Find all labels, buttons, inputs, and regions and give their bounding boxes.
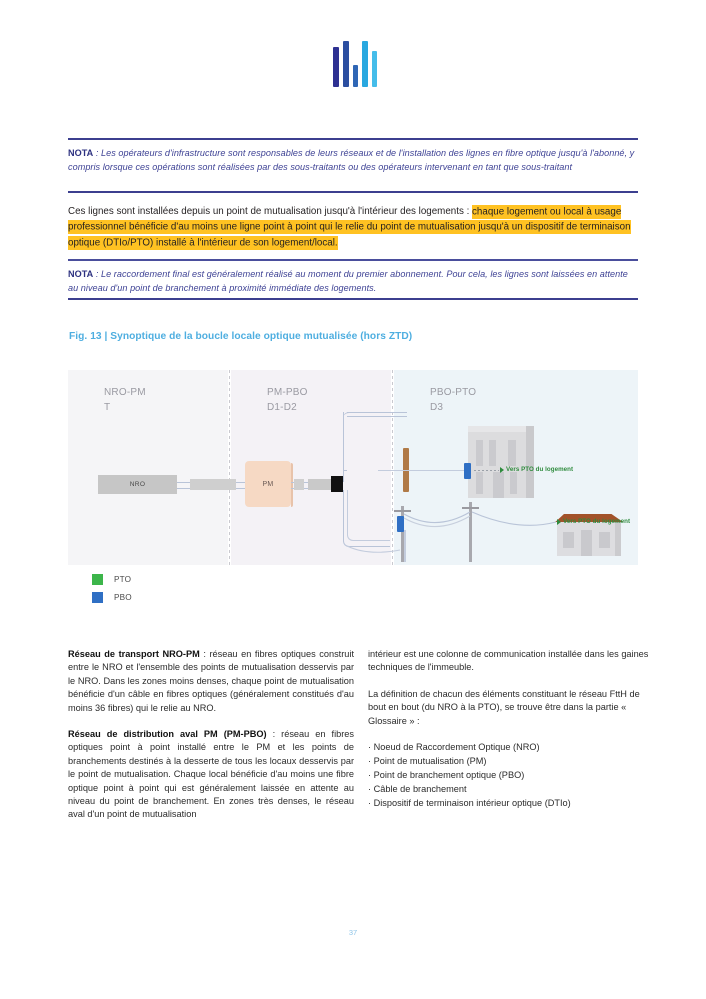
detached-house: [551, 508, 623, 556]
legend-label-pbo: PBO: [114, 593, 132, 602]
legend-label-pto: PTO: [114, 575, 132, 584]
logo-bar-3: [353, 65, 358, 87]
paragraph-glossaire-intro: La définition de chacun des éléments constituant le réseau FttH de bout en bout (du NRO à la PTO), se trouve être dans la partie « Glossaire » :: [368, 688, 640, 726]
divider-top: [68, 138, 638, 140]
nota-text-2: : Le raccordement final est généralement réalisé au moment du premier abonnement. Pour cela, les lignes sont laissées en attente au niveau d'un point de branchement à proximité immédiate des logements.: [68, 269, 628, 294]
nota-block-2: [68, 267, 638, 296]
legend-item-pbo: [92, 592, 132, 603]
definition-distribution-pm-pbo: : réseau en fibres optiques point à point installé entre le PM et les points de branchements destinés à la desserte de tous les locaux desservis par le point de mutualisation. Chaque local bénéficie d'au moins une fibre optique point à point qui est généralement laissée en attente au niveau du point de branchement. En zones très denses, le réseau aval d'un point de mutualisation: [68, 729, 354, 820]
page-number: 37: [348, 928, 358, 937]
bullet-nro: · Noeud de Raccordement Optique (NRO): [368, 742, 540, 753]
paragraph-colonne-communication: intérieur est une colonne de communication installée dans les gaines techniques de l'immeuble.: [368, 649, 649, 673]
house-door: [581, 530, 592, 556]
legend-swatch-pto: [92, 574, 103, 585]
bullet-pbo: · Point de branchement optique (PBO): [368, 769, 525, 780]
zone-pbo-pto-line2: D3: [430, 401, 444, 413]
divider-after-nota2: [68, 298, 638, 300]
figure-legend: [92, 574, 132, 610]
figure-diagram: [68, 370, 638, 565]
nota-label-1: NOTA: [68, 148, 94, 158]
nro-box: NRO: [98, 475, 177, 494]
logo-bar-2: [343, 41, 349, 87]
term-transport-nro-pm: Réseau de transport NRO-PM: [68, 649, 200, 659]
pm-box: PM: [245, 461, 291, 507]
figure-caption: Fig. 13 | Synoptique de la boucle locale optique mutualisée (hors ZTD): [69, 331, 413, 342]
logo-bar-4: [362, 41, 368, 87]
bullet-cable: · Câble de branchement: [368, 783, 467, 794]
body-column-left: [68, 648, 354, 835]
paragraph-plain-text: Ces lignes sont installées depuis un point de mutualisation jusqu'à l'intérieur des logements :: [68, 206, 473, 217]
paragraph-highlighted-text: chaque logement ou local à usage professionnel bénéficie d'au moins une ligne point à point qui le relie du point de mutualisation jusqu'à un dispositif de terminaison optique (DTIo/PTO) installé à l'intérieur de son logement/local.: [68, 206, 631, 249]
zone-nro-pm-line1: NRO-PM: [104, 387, 146, 398]
legend-item-pto: [92, 574, 132, 585]
glossary-bullet-list: [368, 741, 654, 810]
divider-before-nota2: [68, 259, 638, 261]
pto-arrow-house: [557, 519, 561, 525]
highlighted-paragraph: [68, 204, 640, 251]
aerial-cable-span-2: [472, 512, 556, 525]
nota-label-2: NOTA: [68, 269, 94, 279]
legend-swatch-pbo: [92, 592, 103, 603]
nota-block-1: [68, 146, 638, 175]
divider-after-nota1: [68, 191, 638, 193]
logo-bar-5: [372, 51, 377, 87]
paragraph-transport-nro-pm: [68, 648, 354, 715]
paragraph-distribution-pm-pbo: [68, 728, 354, 822]
nota-text-1: : Les opérateurs d'infrastructure sont responsables de leurs réseaux et de l'installation des lignes en fibre optique jusqu'à l'abonné, y compris lorsque ces opérations sont réalisées par des sous-traitants ou des opérateurs intervenant en tant que sous-traitant: [68, 148, 635, 173]
house-wall: [557, 522, 615, 556]
definition-transport-nro-pm: : réseau en fibres optiques construit entre le NRO et l'ensemble des points de mutualisation desservis par le NRO. Dans les zones moins denses, chaque point de mutualisation bénéficie d'un câble en fibres optiques (généralement constitués d'au moins 36 fibres) qui le relie au NRO.: [68, 649, 354, 713]
term-distribution-pm-pbo: Réseau de distribution aval PM (PM-PBO): [68, 729, 267, 740]
bullet-dtio: · Dispositif de terminaison intérieur optique (DTIo): [368, 797, 571, 808]
underground-feed: [347, 546, 400, 552]
vers-pto-label-house: Vers PTO du logement: [563, 518, 631, 525]
zone-pm-pbo-line2: D1-D2: [267, 401, 297, 413]
house-window: [563, 532, 574, 548]
zone-nro-pm-line2: T: [104, 401, 111, 413]
house-side: [615, 522, 621, 556]
body-column-right: [368, 648, 654, 811]
arcep-logo: [333, 41, 377, 87]
vers-pto-label-building: Vers PTO du logement: [506, 466, 574, 473]
house-window: [599, 532, 610, 548]
logo-bar-1: [333, 47, 339, 87]
zone-pm-pbo-line1: PM-PBO: [267, 387, 308, 398]
zone-pbo-pto-line1: PBO-PTO: [430, 387, 477, 398]
bullet-pm: · Point de mutualisation (PM): [368, 755, 487, 766]
